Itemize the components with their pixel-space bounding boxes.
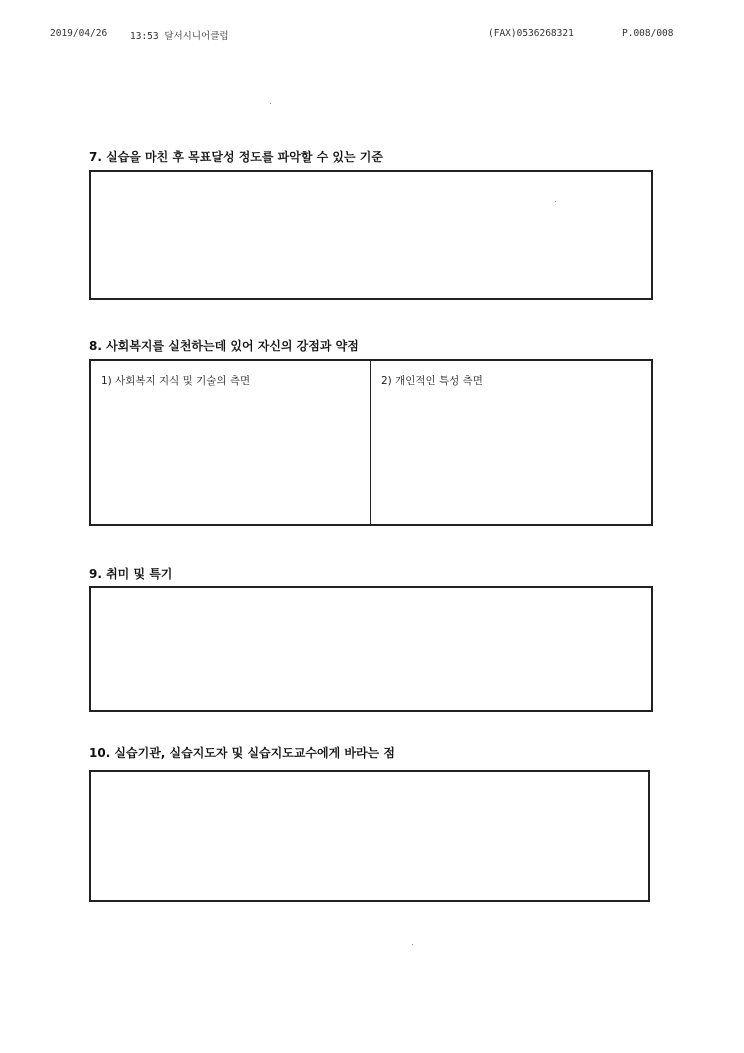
fax-number: (FAX)0536268321 (488, 28, 574, 39)
section-10-answer-box[interactable] (89, 770, 650, 902)
fax-time-sender: 13:53 달서시니어클럽 (130, 31, 229, 42)
section-7-answer-box[interactable] (89, 170, 653, 300)
section-9-answer-box[interactable] (89, 586, 653, 712)
fax-date: 2019/04/26 (50, 28, 108, 39)
section-8-title: 8. 사회복지를 실천하는데 있어 자신의 강점과 약점 (89, 339, 359, 353)
section-8-table (89, 359, 653, 526)
section-8-left-cell[interactable] (91, 361, 371, 524)
section-9-title: 9. 취미 및 특기 (89, 567, 173, 581)
section-8-right-label: 2) 개인적인 특성 측면 (381, 375, 483, 387)
fax-header (0, 28, 744, 44)
scan-speck (555, 201, 556, 202)
scan-speck (270, 103, 271, 104)
section-8-left-label: 1) 사회복지 지식 및 기술의 측면 (101, 375, 251, 387)
section-8-right-cell[interactable] (371, 361, 651, 524)
scan-speck (412, 944, 413, 945)
fax-page-number: P.008/008 (622, 28, 674, 39)
section-10-title: 10. 실습기관, 실습지도자 및 실습지도교수에게 바라는 점 (89, 746, 395, 760)
section-7-title: 7. 실습을 마친 후 목표달성 정도를 파악할 수 있는 기준 (89, 150, 383, 164)
section-8-split (91, 361, 651, 524)
